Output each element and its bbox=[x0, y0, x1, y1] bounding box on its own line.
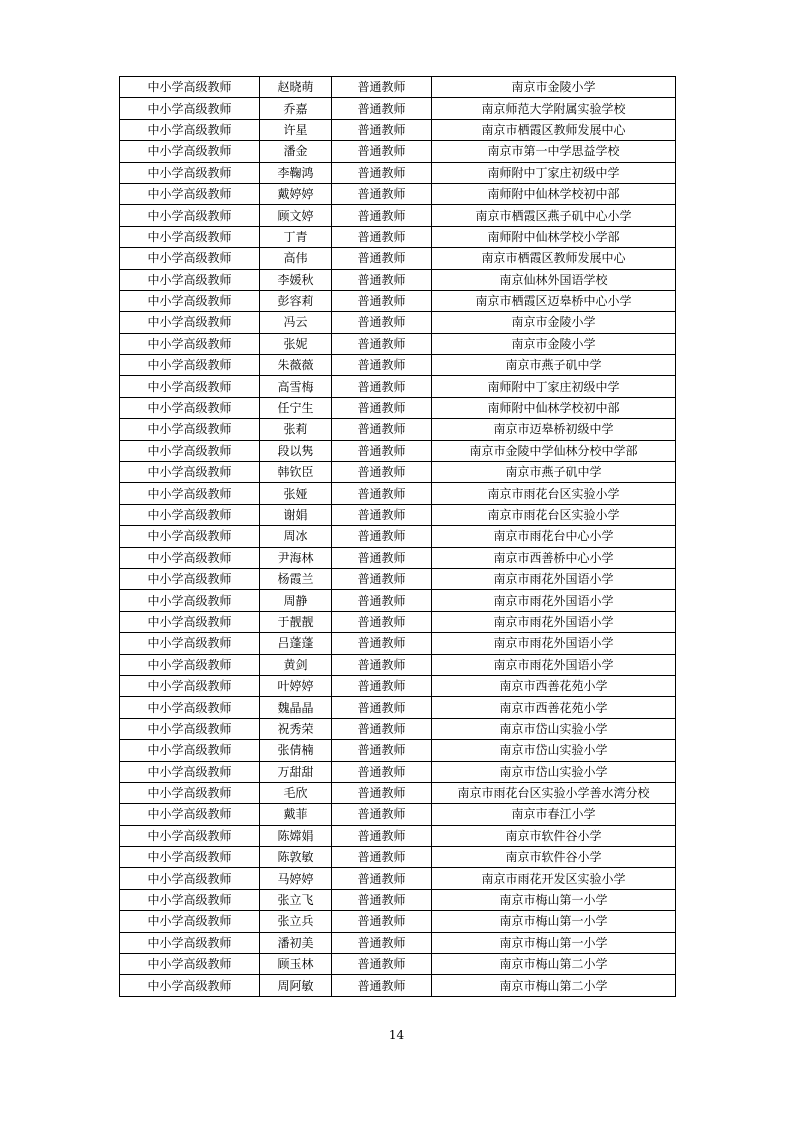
table-row bbox=[120, 248, 676, 269]
name-cell: 毛欣 bbox=[260, 782, 332, 803]
name-cell: 任宁生 bbox=[260, 397, 332, 418]
role-cell: 普通教师 bbox=[332, 483, 432, 504]
name-cell: 周阿敏 bbox=[260, 975, 332, 996]
table-row bbox=[120, 226, 676, 247]
role-cell: 普通教师 bbox=[332, 312, 432, 333]
table-row bbox=[120, 77, 676, 98]
role-cell: 普通教师 bbox=[332, 568, 432, 589]
role-cell: 普通教师 bbox=[332, 954, 432, 975]
title-cell: 中小学高级教师 bbox=[120, 633, 260, 654]
table-row bbox=[120, 98, 676, 119]
name-cell: 万甜甜 bbox=[260, 761, 332, 782]
name-cell: 周静 bbox=[260, 590, 332, 611]
role-cell: 普通教师 bbox=[332, 847, 432, 868]
school-cell: 南京市栖霞区教师发展中心 bbox=[432, 248, 676, 269]
table-row bbox=[120, 526, 676, 547]
school-cell: 南师附中仙林学校小学部 bbox=[432, 226, 676, 247]
role-cell: 普通教师 bbox=[332, 355, 432, 376]
role-cell: 普通教师 bbox=[332, 868, 432, 889]
title-cell: 中小学高级教师 bbox=[120, 740, 260, 761]
name-cell: 陈敦敏 bbox=[260, 847, 332, 868]
role-cell: 普通教师 bbox=[332, 419, 432, 440]
title-cell: 中小学高级教师 bbox=[120, 248, 260, 269]
school-cell: 南京市栖霞区教师发展中心 bbox=[432, 119, 676, 140]
name-cell: 彭容莉 bbox=[260, 290, 332, 311]
table-row bbox=[120, 269, 676, 290]
table-row bbox=[120, 419, 676, 440]
role-cell: 普通教师 bbox=[332, 547, 432, 568]
table-row bbox=[120, 911, 676, 932]
name-cell: 潘初美 bbox=[260, 932, 332, 953]
title-cell: 中小学高级教师 bbox=[120, 462, 260, 483]
role-cell: 普通教师 bbox=[332, 633, 432, 654]
table-row bbox=[120, 825, 676, 846]
school-cell: 南京市雨花外国语小学 bbox=[432, 590, 676, 611]
name-cell: 张倩楠 bbox=[260, 740, 332, 761]
table-row bbox=[120, 333, 676, 354]
title-cell: 中小学高级教师 bbox=[120, 847, 260, 868]
table-row bbox=[120, 697, 676, 718]
name-cell: 吕蓬蓬 bbox=[260, 633, 332, 654]
role-cell: 普通教师 bbox=[332, 804, 432, 825]
name-cell: 张莉 bbox=[260, 419, 332, 440]
title-cell: 中小学高级教师 bbox=[120, 290, 260, 311]
role-cell: 普通教师 bbox=[332, 183, 432, 204]
name-cell: 张妮 bbox=[260, 333, 332, 354]
title-cell: 中小学高级教师 bbox=[120, 355, 260, 376]
name-cell: 谢娟 bbox=[260, 504, 332, 525]
table-row bbox=[120, 504, 676, 525]
title-cell: 中小学高级教师 bbox=[120, 804, 260, 825]
role-cell: 普通教师 bbox=[332, 462, 432, 483]
table-row bbox=[120, 654, 676, 675]
title-cell: 中小学高级教师 bbox=[120, 440, 260, 461]
title-cell: 中小学高级教师 bbox=[120, 675, 260, 696]
name-cell: 马婷婷 bbox=[260, 868, 332, 889]
name-cell: 尹海林 bbox=[260, 547, 332, 568]
title-cell: 中小学高级教师 bbox=[120, 205, 260, 226]
role-cell: 普通教师 bbox=[332, 782, 432, 803]
table-row bbox=[120, 804, 676, 825]
role-cell: 普通教师 bbox=[332, 248, 432, 269]
title-cell: 中小学高级教师 bbox=[120, 376, 260, 397]
name-cell: 张立飞 bbox=[260, 889, 332, 910]
name-cell: 魏晶晶 bbox=[260, 697, 332, 718]
name-cell: 戴菲 bbox=[260, 804, 332, 825]
table-row bbox=[120, 633, 676, 654]
school-cell: 南京市雨花台区实验小学善水湾分校 bbox=[432, 782, 676, 803]
title-cell: 中小学高级教师 bbox=[120, 825, 260, 846]
role-cell: 普通教师 bbox=[332, 761, 432, 782]
role-cell: 普通教师 bbox=[332, 98, 432, 119]
title-cell: 中小学高级教师 bbox=[120, 782, 260, 803]
name-cell: 叶婷婷 bbox=[260, 675, 332, 696]
role-cell: 普通教师 bbox=[332, 290, 432, 311]
table-row bbox=[120, 462, 676, 483]
role-cell: 普通教师 bbox=[332, 205, 432, 226]
school-cell: 南京市雨花台区实验小学 bbox=[432, 483, 676, 504]
name-cell: 丁青 bbox=[260, 226, 332, 247]
table-row bbox=[120, 847, 676, 868]
table-row bbox=[120, 183, 676, 204]
title-cell: 中小学高级教师 bbox=[120, 718, 260, 739]
name-cell: 乔嘉 bbox=[260, 98, 332, 119]
table-row bbox=[120, 568, 676, 589]
school-cell: 南京市软件谷小学 bbox=[432, 847, 676, 868]
role-cell: 普通教师 bbox=[332, 718, 432, 739]
name-cell: 朱薇薇 bbox=[260, 355, 332, 376]
title-cell: 中小学高级教师 bbox=[120, 568, 260, 589]
table-row bbox=[120, 975, 676, 996]
role-cell: 普通教师 bbox=[332, 77, 432, 98]
title-cell: 中小学高级教师 bbox=[120, 141, 260, 162]
table-row bbox=[120, 119, 676, 140]
name-cell: 赵晓萌 bbox=[260, 77, 332, 98]
title-cell: 中小学高级教师 bbox=[120, 975, 260, 996]
role-cell: 普通教师 bbox=[332, 697, 432, 718]
role-cell: 普通教师 bbox=[332, 590, 432, 611]
table-row bbox=[120, 611, 676, 632]
title-cell: 中小学高级教师 bbox=[120, 397, 260, 418]
table-row bbox=[120, 954, 676, 975]
school-cell: 南京市梅山第二小学 bbox=[432, 975, 676, 996]
title-cell: 中小学高级教师 bbox=[120, 483, 260, 504]
page-number: 14 bbox=[388, 1028, 405, 1042]
table-row bbox=[120, 376, 676, 397]
role-cell: 普通教师 bbox=[332, 675, 432, 696]
title-cell: 中小学高级教师 bbox=[120, 932, 260, 953]
title-cell: 中小学高级教师 bbox=[120, 269, 260, 290]
name-cell: 顾玉林 bbox=[260, 954, 332, 975]
school-cell: 南京仙林外国语学校 bbox=[432, 269, 676, 290]
table-row bbox=[120, 312, 676, 333]
role-cell: 普通教师 bbox=[332, 119, 432, 140]
title-cell: 中小学高级教师 bbox=[120, 504, 260, 525]
school-cell: 南京市金陵小学 bbox=[432, 333, 676, 354]
role-cell: 普通教师 bbox=[332, 397, 432, 418]
school-cell: 南京市金陵小学 bbox=[432, 312, 676, 333]
school-cell: 南京市雨花台中心小学 bbox=[432, 526, 676, 547]
name-cell: 韩钦臣 bbox=[260, 462, 332, 483]
table-row bbox=[120, 440, 676, 461]
school-cell: 南师附中丁家庄初级中学 bbox=[432, 162, 676, 183]
school-cell: 南京市雨花外国语小学 bbox=[432, 654, 676, 675]
school-cell: 南京市燕子矶中学 bbox=[432, 355, 676, 376]
title-cell: 中小学高级教师 bbox=[120, 119, 260, 140]
name-cell: 戴婷婷 bbox=[260, 183, 332, 204]
title-cell: 中小学高级教师 bbox=[120, 868, 260, 889]
table-row bbox=[120, 740, 676, 761]
title-cell: 中小学高级教师 bbox=[120, 611, 260, 632]
name-cell: 周冰 bbox=[260, 526, 332, 547]
table-row bbox=[120, 889, 676, 910]
name-cell: 黄剑 bbox=[260, 654, 332, 675]
role-cell: 普通教师 bbox=[332, 162, 432, 183]
name-cell: 张娅 bbox=[260, 483, 332, 504]
table-row bbox=[120, 868, 676, 889]
school-cell: 南京市西善桥中心小学 bbox=[432, 547, 676, 568]
table-row bbox=[120, 590, 676, 611]
title-cell: 中小学高级教师 bbox=[120, 98, 260, 119]
table-row bbox=[120, 205, 676, 226]
name-cell: 冯云 bbox=[260, 312, 332, 333]
role-cell: 普通教师 bbox=[332, 932, 432, 953]
table-row bbox=[120, 675, 676, 696]
school-cell: 南京市第一中学思益学校 bbox=[432, 141, 676, 162]
school-cell: 南京市岱山实验小学 bbox=[432, 740, 676, 761]
table-row bbox=[120, 547, 676, 568]
table-row bbox=[120, 483, 676, 504]
school-cell: 南京市栖霞区迈皋桥中心小学 bbox=[432, 290, 676, 311]
role-cell: 普通教师 bbox=[332, 440, 432, 461]
role-cell: 普通教师 bbox=[332, 889, 432, 910]
name-cell: 李媛秋 bbox=[260, 269, 332, 290]
table-row bbox=[120, 162, 676, 183]
role-cell: 普通教师 bbox=[332, 654, 432, 675]
school-cell: 南京市梅山第二小学 bbox=[432, 954, 676, 975]
school-cell: 南京市梅山第一小学 bbox=[432, 889, 676, 910]
table-row bbox=[120, 397, 676, 418]
title-cell: 中小学高级教师 bbox=[120, 954, 260, 975]
role-cell: 普通教师 bbox=[332, 269, 432, 290]
title-cell: 中小学高级教师 bbox=[120, 162, 260, 183]
name-cell: 张立兵 bbox=[260, 911, 332, 932]
school-cell: 南京市雨花外国语小学 bbox=[432, 611, 676, 632]
title-cell: 中小学高级教师 bbox=[120, 312, 260, 333]
table-row bbox=[120, 290, 676, 311]
name-cell: 高伟 bbox=[260, 248, 332, 269]
name-cell: 顾文婷 bbox=[260, 205, 332, 226]
role-cell: 普通教师 bbox=[332, 825, 432, 846]
school-cell: 南京市西善花苑小学 bbox=[432, 675, 676, 696]
table-row bbox=[120, 355, 676, 376]
role-cell: 普通教师 bbox=[332, 141, 432, 162]
title-cell: 中小学高级教师 bbox=[120, 911, 260, 932]
school-cell: 南师附中仙林学校初中部 bbox=[432, 183, 676, 204]
role-cell: 普通教师 bbox=[332, 504, 432, 525]
school-cell: 南京市雨花外国语小学 bbox=[432, 568, 676, 589]
role-cell: 普通教师 bbox=[332, 376, 432, 397]
title-cell: 中小学高级教师 bbox=[120, 183, 260, 204]
school-cell: 南京市雨花外国语小学 bbox=[432, 633, 676, 654]
school-cell: 南京市栖霞区燕子矶中心小学 bbox=[432, 205, 676, 226]
table-row bbox=[120, 932, 676, 953]
school-cell: 南京市软件谷小学 bbox=[432, 825, 676, 846]
school-cell: 南师附中丁家庄初级中学 bbox=[432, 376, 676, 397]
name-cell: 潘金 bbox=[260, 141, 332, 162]
school-cell: 南京市雨花开发区实验小学 bbox=[432, 868, 676, 889]
title-cell: 中小学高级教师 bbox=[120, 889, 260, 910]
role-cell: 普通教师 bbox=[332, 333, 432, 354]
school-cell: 南京市迈皋桥初级中学 bbox=[432, 419, 676, 440]
role-cell: 普通教师 bbox=[332, 526, 432, 547]
title-cell: 中小学高级教师 bbox=[120, 226, 260, 247]
roster-table-body bbox=[120, 77, 676, 997]
role-cell: 普通教师 bbox=[332, 611, 432, 632]
title-cell: 中小学高级教师 bbox=[120, 526, 260, 547]
title-cell: 中小学高级教师 bbox=[120, 590, 260, 611]
title-cell: 中小学高级教师 bbox=[120, 333, 260, 354]
school-cell: 南京市春江小学 bbox=[432, 804, 676, 825]
name-cell: 李鞠鸿 bbox=[260, 162, 332, 183]
school-cell: 南京市西善花苑小学 bbox=[432, 697, 676, 718]
name-cell: 祝秀荣 bbox=[260, 718, 332, 739]
school-cell: 南京市梅山第一小学 bbox=[432, 911, 676, 932]
role-cell: 普通教师 bbox=[332, 911, 432, 932]
name-cell: 杨霞兰 bbox=[260, 568, 332, 589]
title-cell: 中小学高级教师 bbox=[120, 547, 260, 568]
school-cell: 南京师范大学附属实验学校 bbox=[432, 98, 676, 119]
name-cell: 陈嫦娟 bbox=[260, 825, 332, 846]
table-row bbox=[120, 141, 676, 162]
role-cell: 普通教师 bbox=[332, 740, 432, 761]
school-cell: 南京市金陵中学仙林分校中学部 bbox=[432, 440, 676, 461]
name-cell: 于靓靓 bbox=[260, 611, 332, 632]
name-cell: 段以隽 bbox=[260, 440, 332, 461]
table-row bbox=[120, 718, 676, 739]
name-cell: 高雪梅 bbox=[260, 376, 332, 397]
table-row bbox=[120, 782, 676, 803]
title-cell: 中小学高级教师 bbox=[120, 654, 260, 675]
table-row bbox=[120, 761, 676, 782]
school-cell: 南京市燕子矶中学 bbox=[432, 462, 676, 483]
school-cell: 南京市金陵小学 bbox=[432, 77, 676, 98]
school-cell: 南京市雨花台区实验小学 bbox=[432, 504, 676, 525]
school-cell: 南京市岱山实验小学 bbox=[432, 761, 676, 782]
role-cell: 普通教师 bbox=[332, 226, 432, 247]
school-cell: 南京市梅山第一小学 bbox=[432, 932, 676, 953]
title-cell: 中小学高级教师 bbox=[120, 697, 260, 718]
roster-table bbox=[119, 76, 676, 997]
school-cell: 南师附中仙林学校初中部 bbox=[432, 397, 676, 418]
title-cell: 中小学高级教师 bbox=[120, 761, 260, 782]
name-cell: 许星 bbox=[260, 119, 332, 140]
role-cell: 普通教师 bbox=[332, 975, 432, 996]
title-cell: 中小学高级教师 bbox=[120, 419, 260, 440]
title-cell: 中小学高级教师 bbox=[120, 77, 260, 98]
school-cell: 南京市岱山实验小学 bbox=[432, 718, 676, 739]
